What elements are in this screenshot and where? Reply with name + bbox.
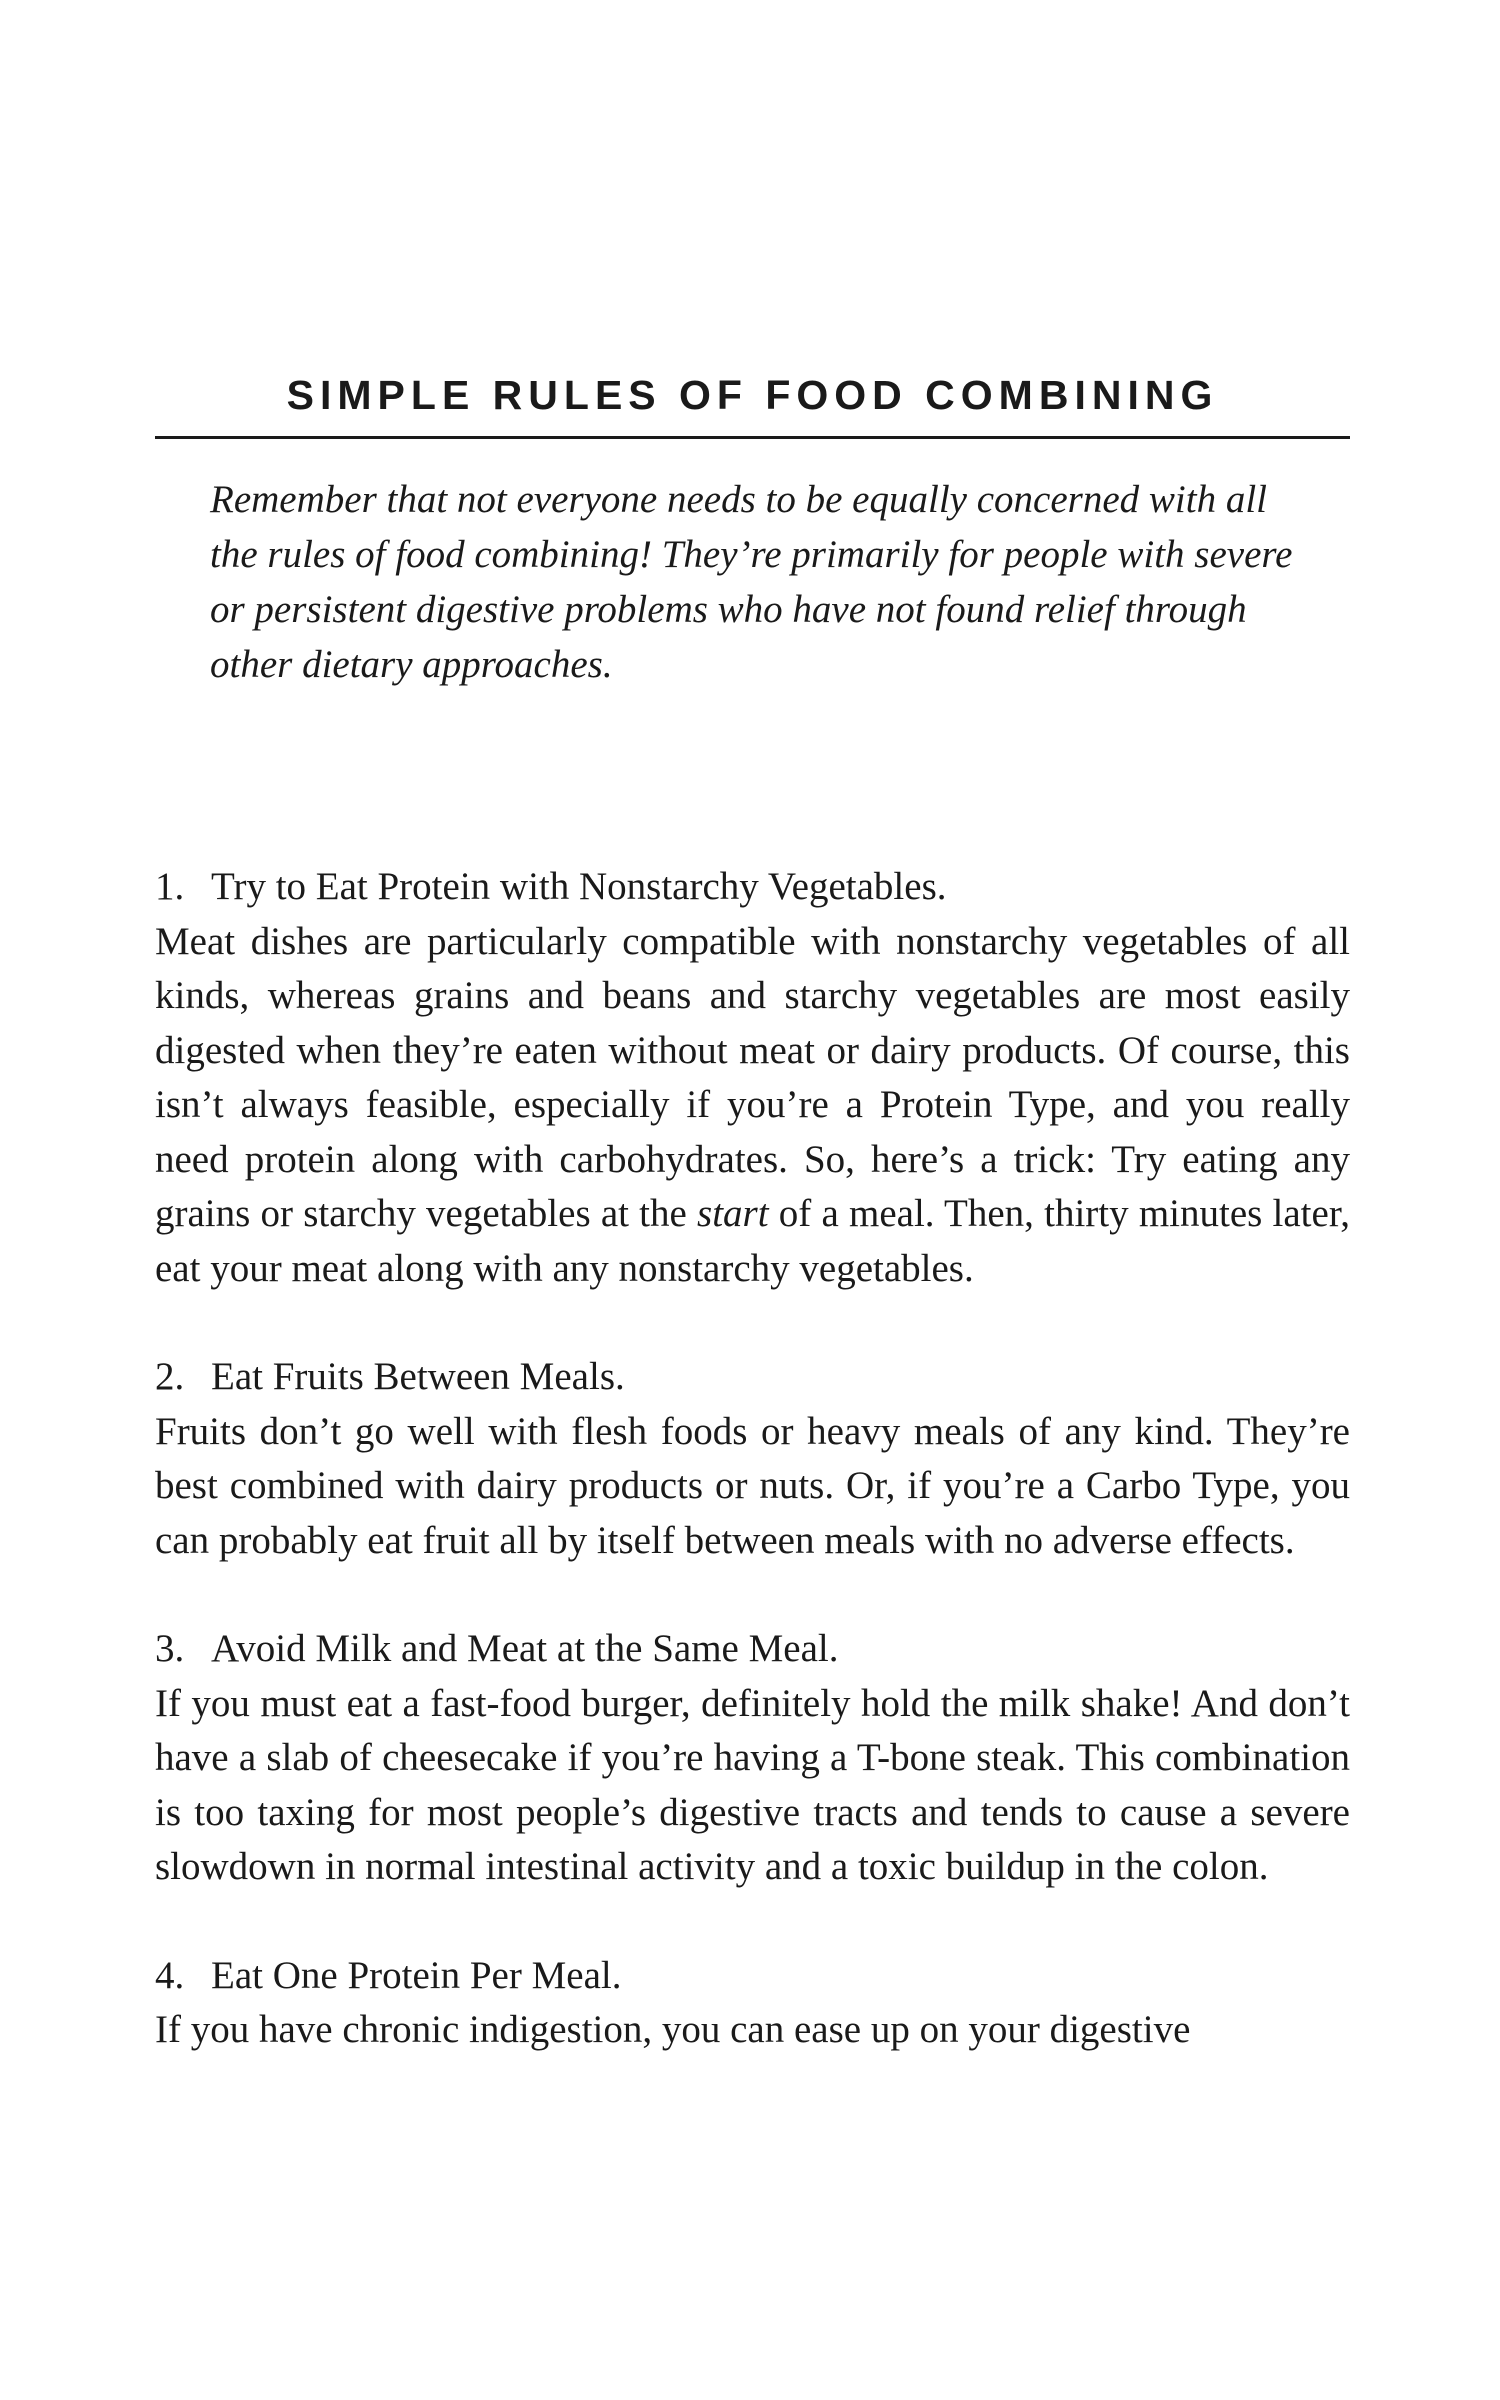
rule-item [155,1350,1350,1568]
rule-body: If you must eat a fast-food burger, definitely hold the milk shake! And don’t have a slab of cheesecake if you’re having a T-bone steak. This combination is too taxing for most people’s digestive tracts and tends to cause a severe slowdown in normal intestinal activity and a toxic buildup in the colon. [155,1681,1350,1888]
rule-body-emphasis: start [697,1192,769,1235]
rule-body: If you have chronic indigestion, you can ease up on your digestive [155,2008,1191,2051]
rule-body: Fruits don’t go well with flesh foods or heavy meals of any kind. They’re best combined with dairy products or nuts. Or, if you’re a Carbo Type, you can probably eat fruit all by itself between meals with no adverse effects. [155,1409,1350,1562]
rules-list [155,860,1350,2112]
page-title: SIMPLE RULES OF FOOD COMBINING [286,372,1219,418]
intro-note: Remember that not everyone needs to be equally concerned with all the rules of food combining! They’re primarily for people with severe or persistent digestive problems who have not found relief through other dietary approaches. [210,478,1293,686]
rule-item [155,860,1350,1296]
rule-item [155,1622,1350,1895]
rule-heading [155,1350,1350,1405]
rule-title: Avoid Milk and Meat at the Same Meal. [211,1627,839,1670]
rule-number: 4. [155,1953,185,1997]
rule-title: Eat One Protein Per Meal. [211,1953,622,1997]
rule-heading [155,1949,1350,2004]
title-underline [155,436,1350,439]
rule-title: Try to Eat Protein with Nonstarchy Vegetables. [211,865,947,908]
section-header [155,370,1350,439]
rule-number: 1. [155,865,185,908]
rule-body-text: Meat dishes are particularly compatible with nonstarchy vegetables of all kinds, whereas grains and beans and starchy vegetables are most easily digested when they’re eaten without meat or dairy products. Of course, this isn’t always feasible, especially if you’re a Protein Type, and you really need protein along with carbohydrates. So, here’s a trick: Try eating any grains or starchy vegetables at the [155,919,1350,1235]
rule-heading [155,1622,1350,1677]
rule-title: Eat Fruits Between Meals. [211,1355,625,1398]
rule-body-text: of a meal. Then, thirty minutes later, eat your meat along with any nonstarchy vegetables. [155,1192,1350,1290]
rule-item [155,1949,1350,2058]
rule-number: 3. [155,1627,185,1670]
rule-heading [155,860,1350,915]
rule-number: 2. [155,1355,185,1398]
rule-body [155,915,1350,1297]
